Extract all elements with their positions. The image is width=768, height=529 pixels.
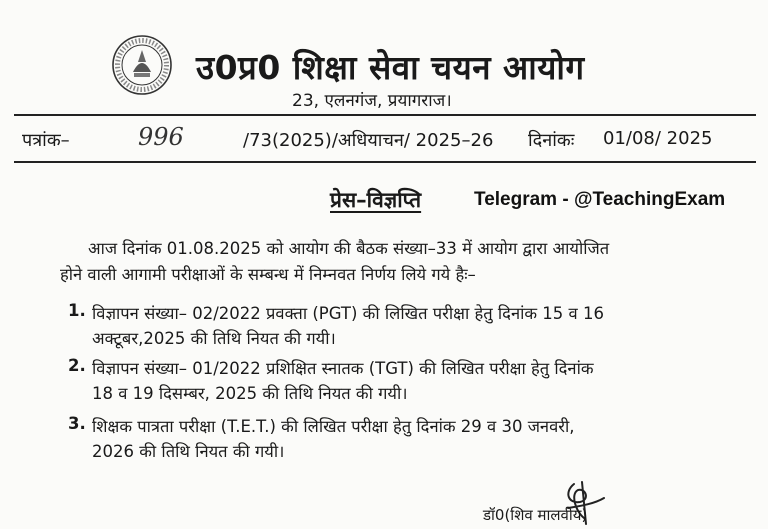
item-1-line-1: विज्ञापन संख्या– 02/2022 प्रवक्ता (PGT) की लिखित परीक्षा हेतु दिनांक 15 व 16 [92,304,604,323]
telegram-watermark: Telegram - @TeachingExam [474,189,726,210]
organization-name: उ0प्र0 शिक्षा सेवा चयन आयोग [196,48,585,87]
press-release-title: प्रेस–विज्ञप्ति [330,188,422,212]
organization-address: 23, एलनगंज, प्रयागराज। [292,91,452,111]
date-value: 01/08/ 2025 [603,128,713,149]
item-2-line-2: 18 व 19 दिसम्बर, 2025 की तिथि नियत की गयी। [92,384,408,403]
date-label: दिनांकः [528,130,575,151]
intro-line-1: आज दिनांक 01.08.2025 को आयोग की बैठक संख्या–33 में आयोग द्वारा आयोजित [88,239,610,258]
intro-line-2: होने वाली आगामी परीक्षाओं के सम्बन्ध में निम्नवत निर्णय लिये गये हैः– [60,265,476,284]
item-number: 3. [68,414,86,433]
handwritten-reference-number: 996 [138,123,184,151]
item-number: 1. [68,301,86,320]
item-3-line-1: शिक्षक पात्रता परीक्षा (T.E.T.) की लिखित परीक्षा हेतु दिनांक 29 व 30 जनवरी, [92,417,575,436]
item-number: 2. [68,356,86,375]
item-2-line-1: विज्ञापन संख्या– 01/2022 प्रशिक्षित स्नातक (TGT) की लिखित परीक्षा हेतु दिनांक [92,359,594,378]
item-1-line-2: अक्टूबर,2025 की तिथि नियत की गयी। [92,329,336,348]
reference-suffix: /73(2025)/अधियाचन/ 2025–26 [243,130,494,151]
item-3-line-2: 2026 की तिथि नियत की गयी। [92,442,285,461]
reference-divider [14,161,756,163]
reference-label: पत्रांक– [22,130,70,151]
header-divider [14,114,756,116]
commission-emblem [111,34,173,96]
signatory-name: डॉ0(शिव मालवीय) [483,506,588,524]
